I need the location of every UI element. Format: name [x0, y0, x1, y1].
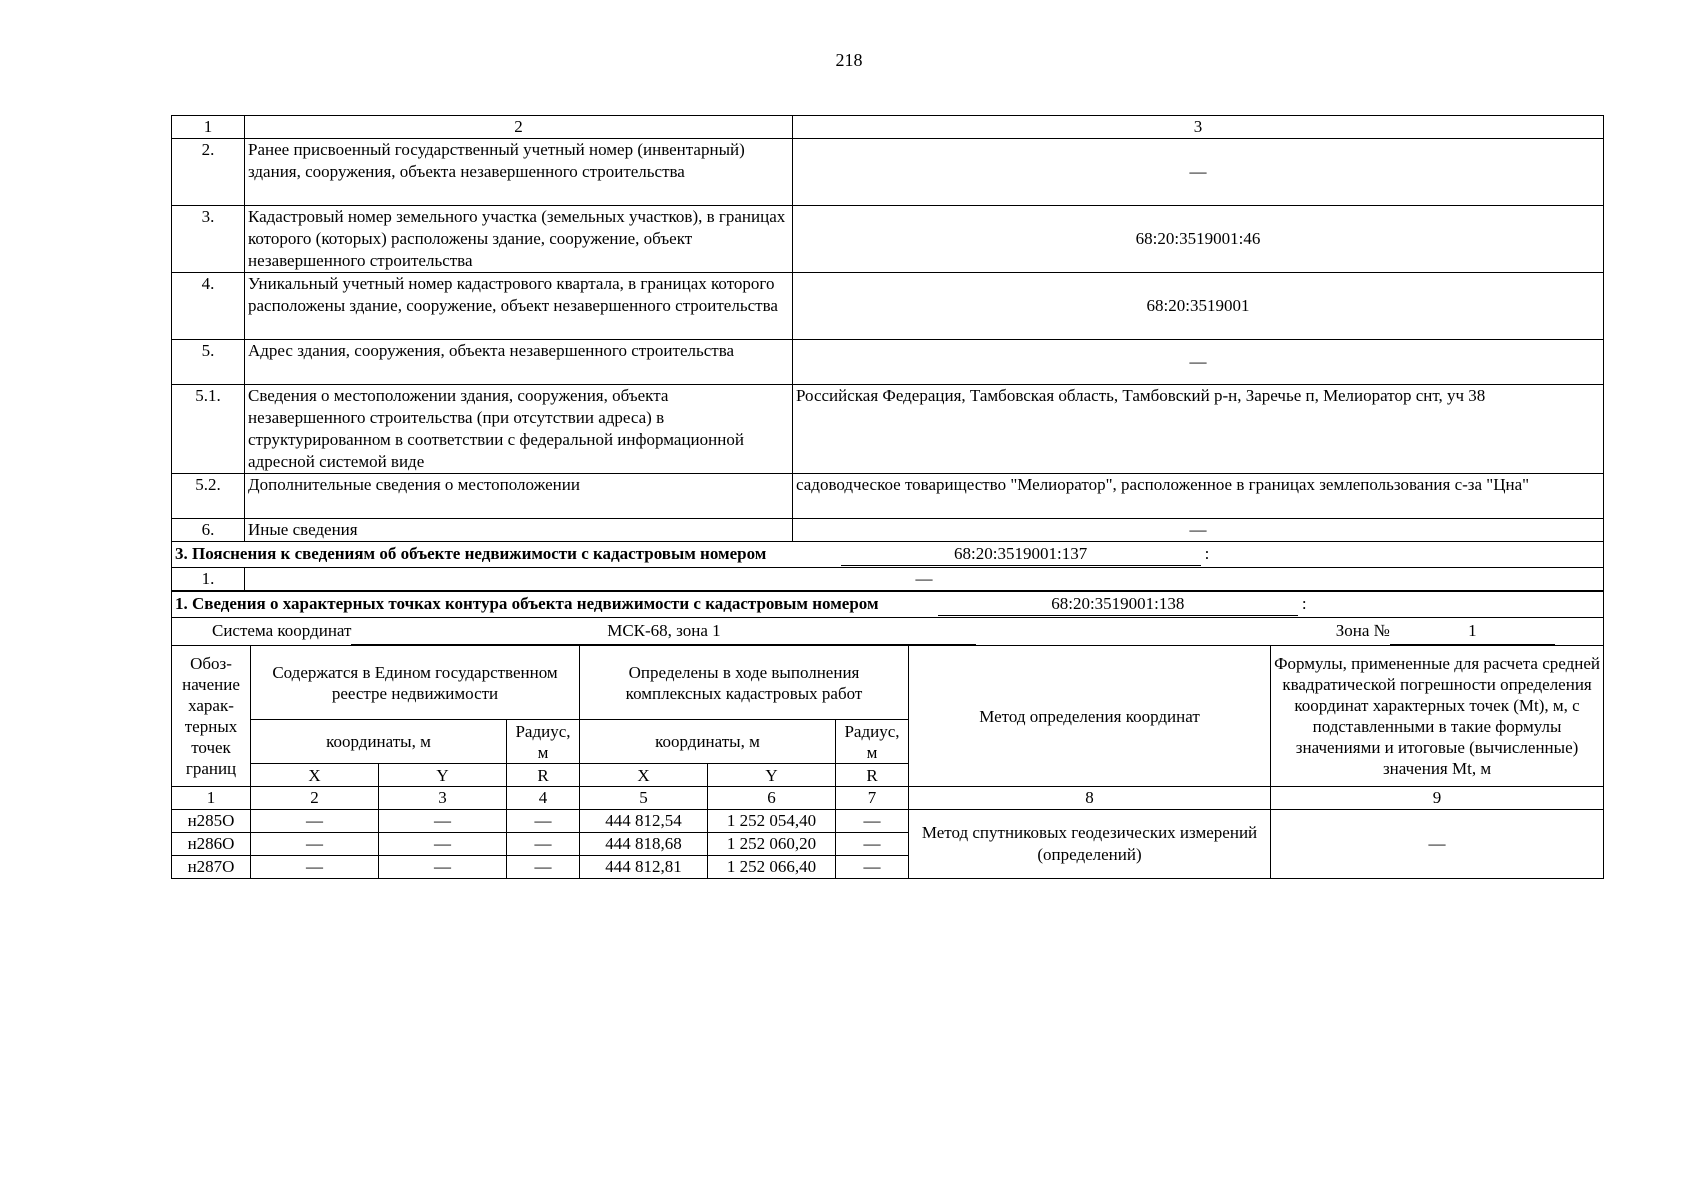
row-value: — — [245, 568, 1604, 591]
col-number: 5 — [580, 787, 708, 810]
table-row — [172, 474, 1604, 519]
col-header: 1 — [172, 116, 245, 139]
col-number-row — [172, 787, 1604, 810]
col-number: 2 — [251, 787, 379, 810]
col-number: 7 — [836, 787, 909, 810]
row-label: Ранее присвоенный государственный учетный номер (инвентарный) здания, сооружения, объекта незавершенного строительства — [245, 139, 793, 206]
y-header: Y — [379, 764, 507, 787]
egrn-header: Содержатся в Едином государственном реестре недвижимости — [251, 646, 580, 720]
r-header: R — [836, 764, 909, 787]
col-number: 1 — [172, 787, 251, 810]
header-row-1 — [172, 646, 1604, 720]
section1-title-cell — [172, 592, 1604, 618]
row-number: 5. — [172, 340, 245, 385]
row-value: — — [793, 519, 1604, 542]
col-number: 6 — [708, 787, 836, 810]
section1-colon: : — [1301, 594, 1307, 613]
object-info-table — [171, 115, 1604, 591]
col-number: 4 — [507, 787, 580, 810]
table-row — [172, 340, 1604, 385]
row-number: 5.2. — [172, 474, 245, 519]
page-number: 218 — [835, 50, 863, 70]
section3-title-cell — [172, 542, 1604, 568]
col-number: 8 — [909, 787, 1271, 810]
row-number: 6. — [172, 519, 245, 542]
r1-value: — — [507, 810, 580, 833]
y2-value: 1 252 066,40 — [708, 856, 836, 879]
zone-label: Зона № — [1335, 621, 1390, 640]
row-label: Адрес здания, сооружения, объекта незавершенного строительства — [245, 340, 793, 385]
x-header: X — [251, 764, 379, 787]
formulas-header: Формулы, примененные для расчета средней квадратической погрешности определения координат характерных точек (Mt), м, с подставленными в такие формулы значениями и итоговые (вычисленные) значения Mt, м — [1271, 646, 1604, 787]
r1-value: — — [507, 856, 580, 879]
section1-title-row — [172, 592, 1604, 618]
col-number: 9 — [1271, 787, 1604, 810]
col-header: 3 — [793, 116, 1604, 139]
coord-system-label: Система координат — [212, 621, 352, 640]
coords-header: координаты, м — [580, 720, 836, 764]
designation-header: Обоз- начение харак- терных точек границ — [172, 646, 251, 787]
row-number: 4. — [172, 273, 245, 340]
row-value: — — [793, 139, 1604, 206]
table-row — [172, 206, 1604, 273]
row-value: садоводческое товарищество "Мелиоратор", расположенное в границах землепользования с-за "Цна" — [793, 474, 1604, 519]
coords-header: координаты, м — [251, 720, 507, 764]
row-number: 5.1. — [172, 385, 245, 474]
section3-cadastral: 68:20:3519001:137 — [841, 543, 1201, 566]
row-value: 68:20:3519001 — [793, 273, 1604, 340]
section1-title: 1. Сведения о характерных точках контура объекта недвижимости с кадастровым номером — [175, 594, 879, 613]
col-header: 2 — [245, 116, 793, 139]
kkr-header: Определены в ходе выполнения комплексных кадастровых работ — [580, 646, 909, 720]
point-name: н286О — [172, 833, 251, 856]
x2-value: 444 818,68 — [580, 833, 708, 856]
x2-value: 444 812,81 — [580, 856, 708, 879]
coord-system-value: МСК-68, зона 1 — [351, 618, 976, 645]
y2-value: 1 252 054,40 — [708, 810, 836, 833]
y1-value: — — [379, 856, 507, 879]
section3-title: 3. Пояснения к сведениям об объекте недвижимости с кадастровым номером — [175, 544, 767, 563]
section3-colon: : — [1204, 544, 1210, 563]
row-label: Сведения о местоположении здания, сооружения, объекта незавершенного строительства (при отсутствии адреса) в структурированном в соответствии с федеральной информационной адресной системой виде — [245, 385, 793, 474]
coord-system-row — [172, 618, 1604, 646]
x1-value: — — [251, 810, 379, 833]
table-row — [172, 385, 1604, 474]
y2-value: 1 252 060,20 — [708, 833, 836, 856]
point-name: н287О — [172, 856, 251, 879]
row-number: 3. — [172, 206, 245, 273]
col-number: 3 — [379, 787, 507, 810]
x-header: X — [580, 764, 708, 787]
table-row — [172, 273, 1604, 340]
y1-value: — — [379, 810, 507, 833]
row-value: — — [793, 340, 1604, 385]
row-value: Российская Федерация, Тамбовская область, Тамбовский р-н, Заречье п, Мелиоратор снт, уч 38 — [793, 385, 1604, 474]
row-value: 68:20:3519001:46 — [793, 206, 1604, 273]
radius-header: Радиус, м — [836, 720, 909, 764]
method-value: Метод спутниковых геодезических измерений (определений) — [909, 810, 1271, 879]
r2-value: — — [836, 856, 909, 879]
row-label: Иные сведения — [245, 519, 793, 542]
section3-row — [172, 568, 1604, 591]
table-row — [172, 139, 1604, 206]
y1-value: — — [379, 833, 507, 856]
zone-value: 1 — [1390, 618, 1555, 645]
formulas-value: — — [1271, 810, 1604, 879]
section1-cadastral: 68:20:3519001:138 — [938, 593, 1298, 616]
row-number: 2. — [172, 139, 245, 206]
row-label: Дополнительные сведения о местоположении — [245, 474, 793, 519]
coord-system-cell — [172, 618, 1604, 646]
radius-header: Радиус, м — [507, 720, 580, 764]
row-label: Уникальный учетный номер кадастрового квартала, в границах которого расположены здание, сооружение, объект незавершенного строительства — [245, 273, 793, 340]
row-label: Кадастровый номер земельного участка (земельных участков), в границах которого (которых) расположены здание, сооружение, объект незавершенного строительства — [245, 206, 793, 273]
r1-value: — — [507, 833, 580, 856]
r2-value: — — [836, 810, 909, 833]
section3-title-row — [172, 542, 1604, 568]
method-header: Метод определения координат — [909, 646, 1271, 787]
table-row — [172, 519, 1604, 542]
table-row — [172, 810, 1604, 833]
points-table — [171, 591, 1604, 879]
row-number: 1. — [172, 568, 245, 591]
y-header: Y — [708, 764, 836, 787]
table-header-row — [172, 116, 1604, 139]
point-name: н285О — [172, 810, 251, 833]
x1-value: — — [251, 833, 379, 856]
r-header: R — [507, 764, 580, 787]
x2-value: 444 812,54 — [580, 810, 708, 833]
x1-value: — — [251, 856, 379, 879]
r2-value: — — [836, 833, 909, 856]
